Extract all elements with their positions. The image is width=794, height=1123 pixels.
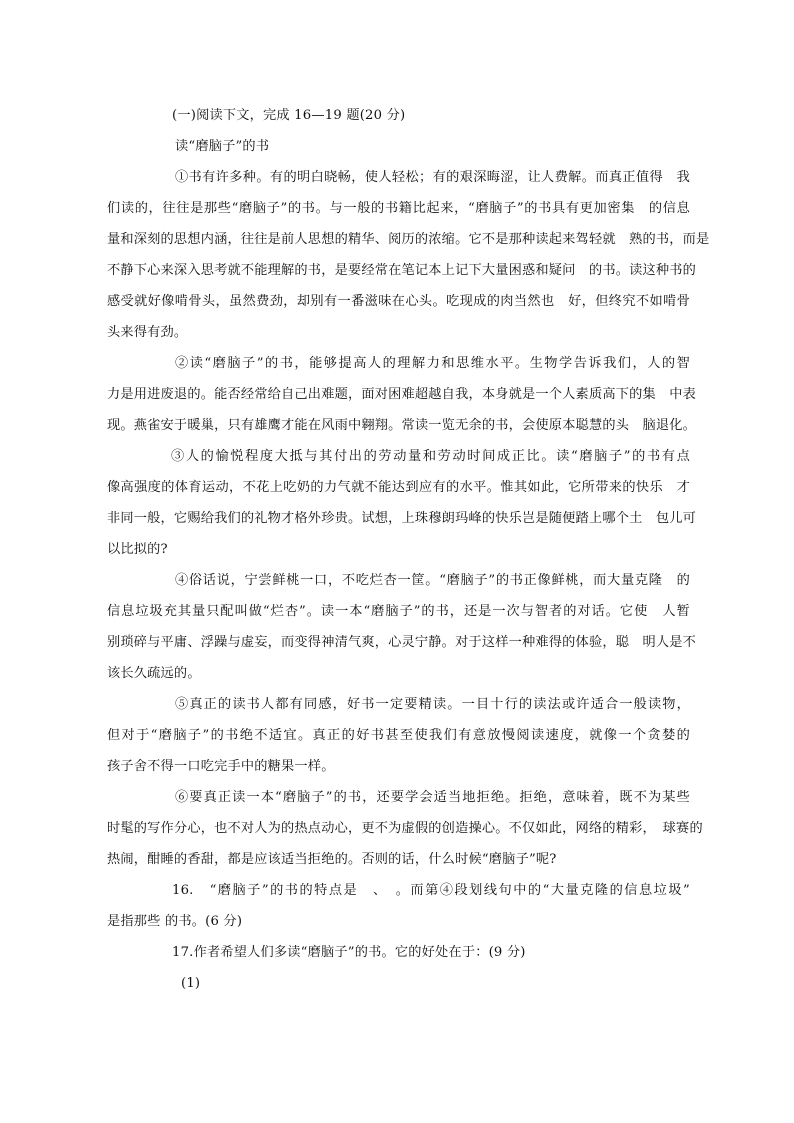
- paragraph-line: ⑥要真正读一本“磨脑子”的书，还要学会适当地拒绝。拒绝，意味着，既不为某些: [175, 790, 690, 805]
- question-17: [107, 937, 690, 968]
- question-line: 是指那些 的书。(6 分): [107, 914, 243, 929]
- question-line: 17.作者希望人们多读“磨脑子”的书。它的好处在于：(9 分): [172, 945, 526, 960]
- question-16: [107, 875, 690, 937]
- question-line: 16. “磨脑子”的书的特点是 、 。而第④段划线句中的“大量克隆的信息垃圾”: [172, 883, 690, 898]
- paragraph-6: [107, 782, 703, 875]
- paragraph-line: 热闹，酣睡的香甜，都是应该适当拒绝的。否则的话，什么时候“磨脑子”呢?: [107, 852, 557, 867]
- paragraph-2: [107, 348, 697, 441]
- paragraph-3: [107, 441, 697, 565]
- paragraph-5: [107, 689, 690, 782]
- answer-item-1: (1): [181, 976, 201, 991]
- paragraph-1: [107, 162, 710, 348]
- paragraph-line: 非同一般，它赐给我们的礼物才格外珍贵。试想，上珠穆朗玛峰的快乐岂是随便踏上哪个土 包儿可: [107, 511, 697, 526]
- paragraph-line: 孩子舍不得一口吃完手中的糖果一样。: [107, 759, 335, 774]
- paragraph-line: 不静下心来深入思考就不能理解的书，是要经常在笔记本上记下大量困惑和疑问 的书。读这种书的: [107, 263, 697, 278]
- exam-passage: [107, 100, 710, 999]
- paragraph-line: 像高强度的体育运动，不花上吃奶的力气就不能达到应有的水平。惟其如此，它所带来的快乐 才: [107, 480, 690, 495]
- paragraph-line: 信息垃圾充其量只配叫做“烂杏”。读一本“磨脑子”的书，还是一次与智者的对话。它使 人暂: [107, 604, 690, 619]
- paragraph-line: 现。燕雀安于暖巢，只有雄鹰才能在风雨中翱翔。常读一览无余的书，会使原本聪慧的头 脑退化。: [107, 418, 697, 433]
- paragraph-line: ⑤真正的读书人都有同感，好书一定要精读。一目十行的读法或许适合一般读物，: [175, 697, 690, 712]
- paragraph-line: 该长久疏远的。: [107, 666, 201, 681]
- paragraph-line: ③人的愉悦程度大抵与其付出的劳动量和劳动时间成正比。读“磨脑子”的书有点: [171, 449, 690, 464]
- paragraph-line: 量和深刻的思想内涵，往往是前人思想的精华、阅历的浓缩。它不是那种读起来驾轻就 熟的书，而是: [107, 232, 710, 247]
- paragraph-line: ②读“磨脑子”的书，能够提高人的理解力和思维水平。生物学告诉我们，人的智: [175, 356, 690, 371]
- section-header: (一)阅读下文，完成 16—19 题(20 分): [172, 108, 406, 123]
- paragraph-line: 时髦的写作分心，也不对人为的热点动心，更不为虚假的创造操心。不仅如此，网络的精彩， 球赛的: [107, 821, 703, 836]
- passage-title: 读“磨脑子”的书: [175, 139, 270, 154]
- paragraph-line: 以比拟的?: [107, 542, 168, 557]
- paragraph-line: 头来得有劲。: [107, 325, 188, 340]
- paragraph-line: 感受就好像啃骨头，虽然费劲，却别有一番滋味在心头。吃现成的肉当然也 好，但终究不如啃骨: [107, 294, 690, 309]
- paragraph-line: 力是用进废退的。能否经常给自己出难题，面对困难超越自我，本身就是一个人素质高下的集 中表: [107, 387, 697, 402]
- paragraph-line: ④俗话说，宁尝鲜桃一口，不吃烂杏一筐。“磨脑子”的书正像鲜桃，而大量克隆 的: [175, 573, 690, 588]
- paragraph-line: 但对于“磨脑子”的书绝不适宜。真正的好书甚至使我们有意放慢阅读速度，就像一个贪婪的: [107, 728, 690, 743]
- paragraph-line: ①书有许多种。有的明白晓畅，使人轻松；有的艰深晦涩，让人费解。而真正值得 我: [175, 170, 690, 185]
- paragraph-line: 们读的，往往是那些“磨脑子”的书。与一般的书籍比起来，“磨脑子”的书具有更加密集 的信息: [107, 201, 690, 216]
- paragraph-line: 别琐碎与平庸、浮躁与虚妄，而变得神清气爽，心灵宁静。对于这样一种难得的体验，聪 明人是不: [107, 635, 697, 650]
- paragraph-4: [107, 565, 697, 689]
